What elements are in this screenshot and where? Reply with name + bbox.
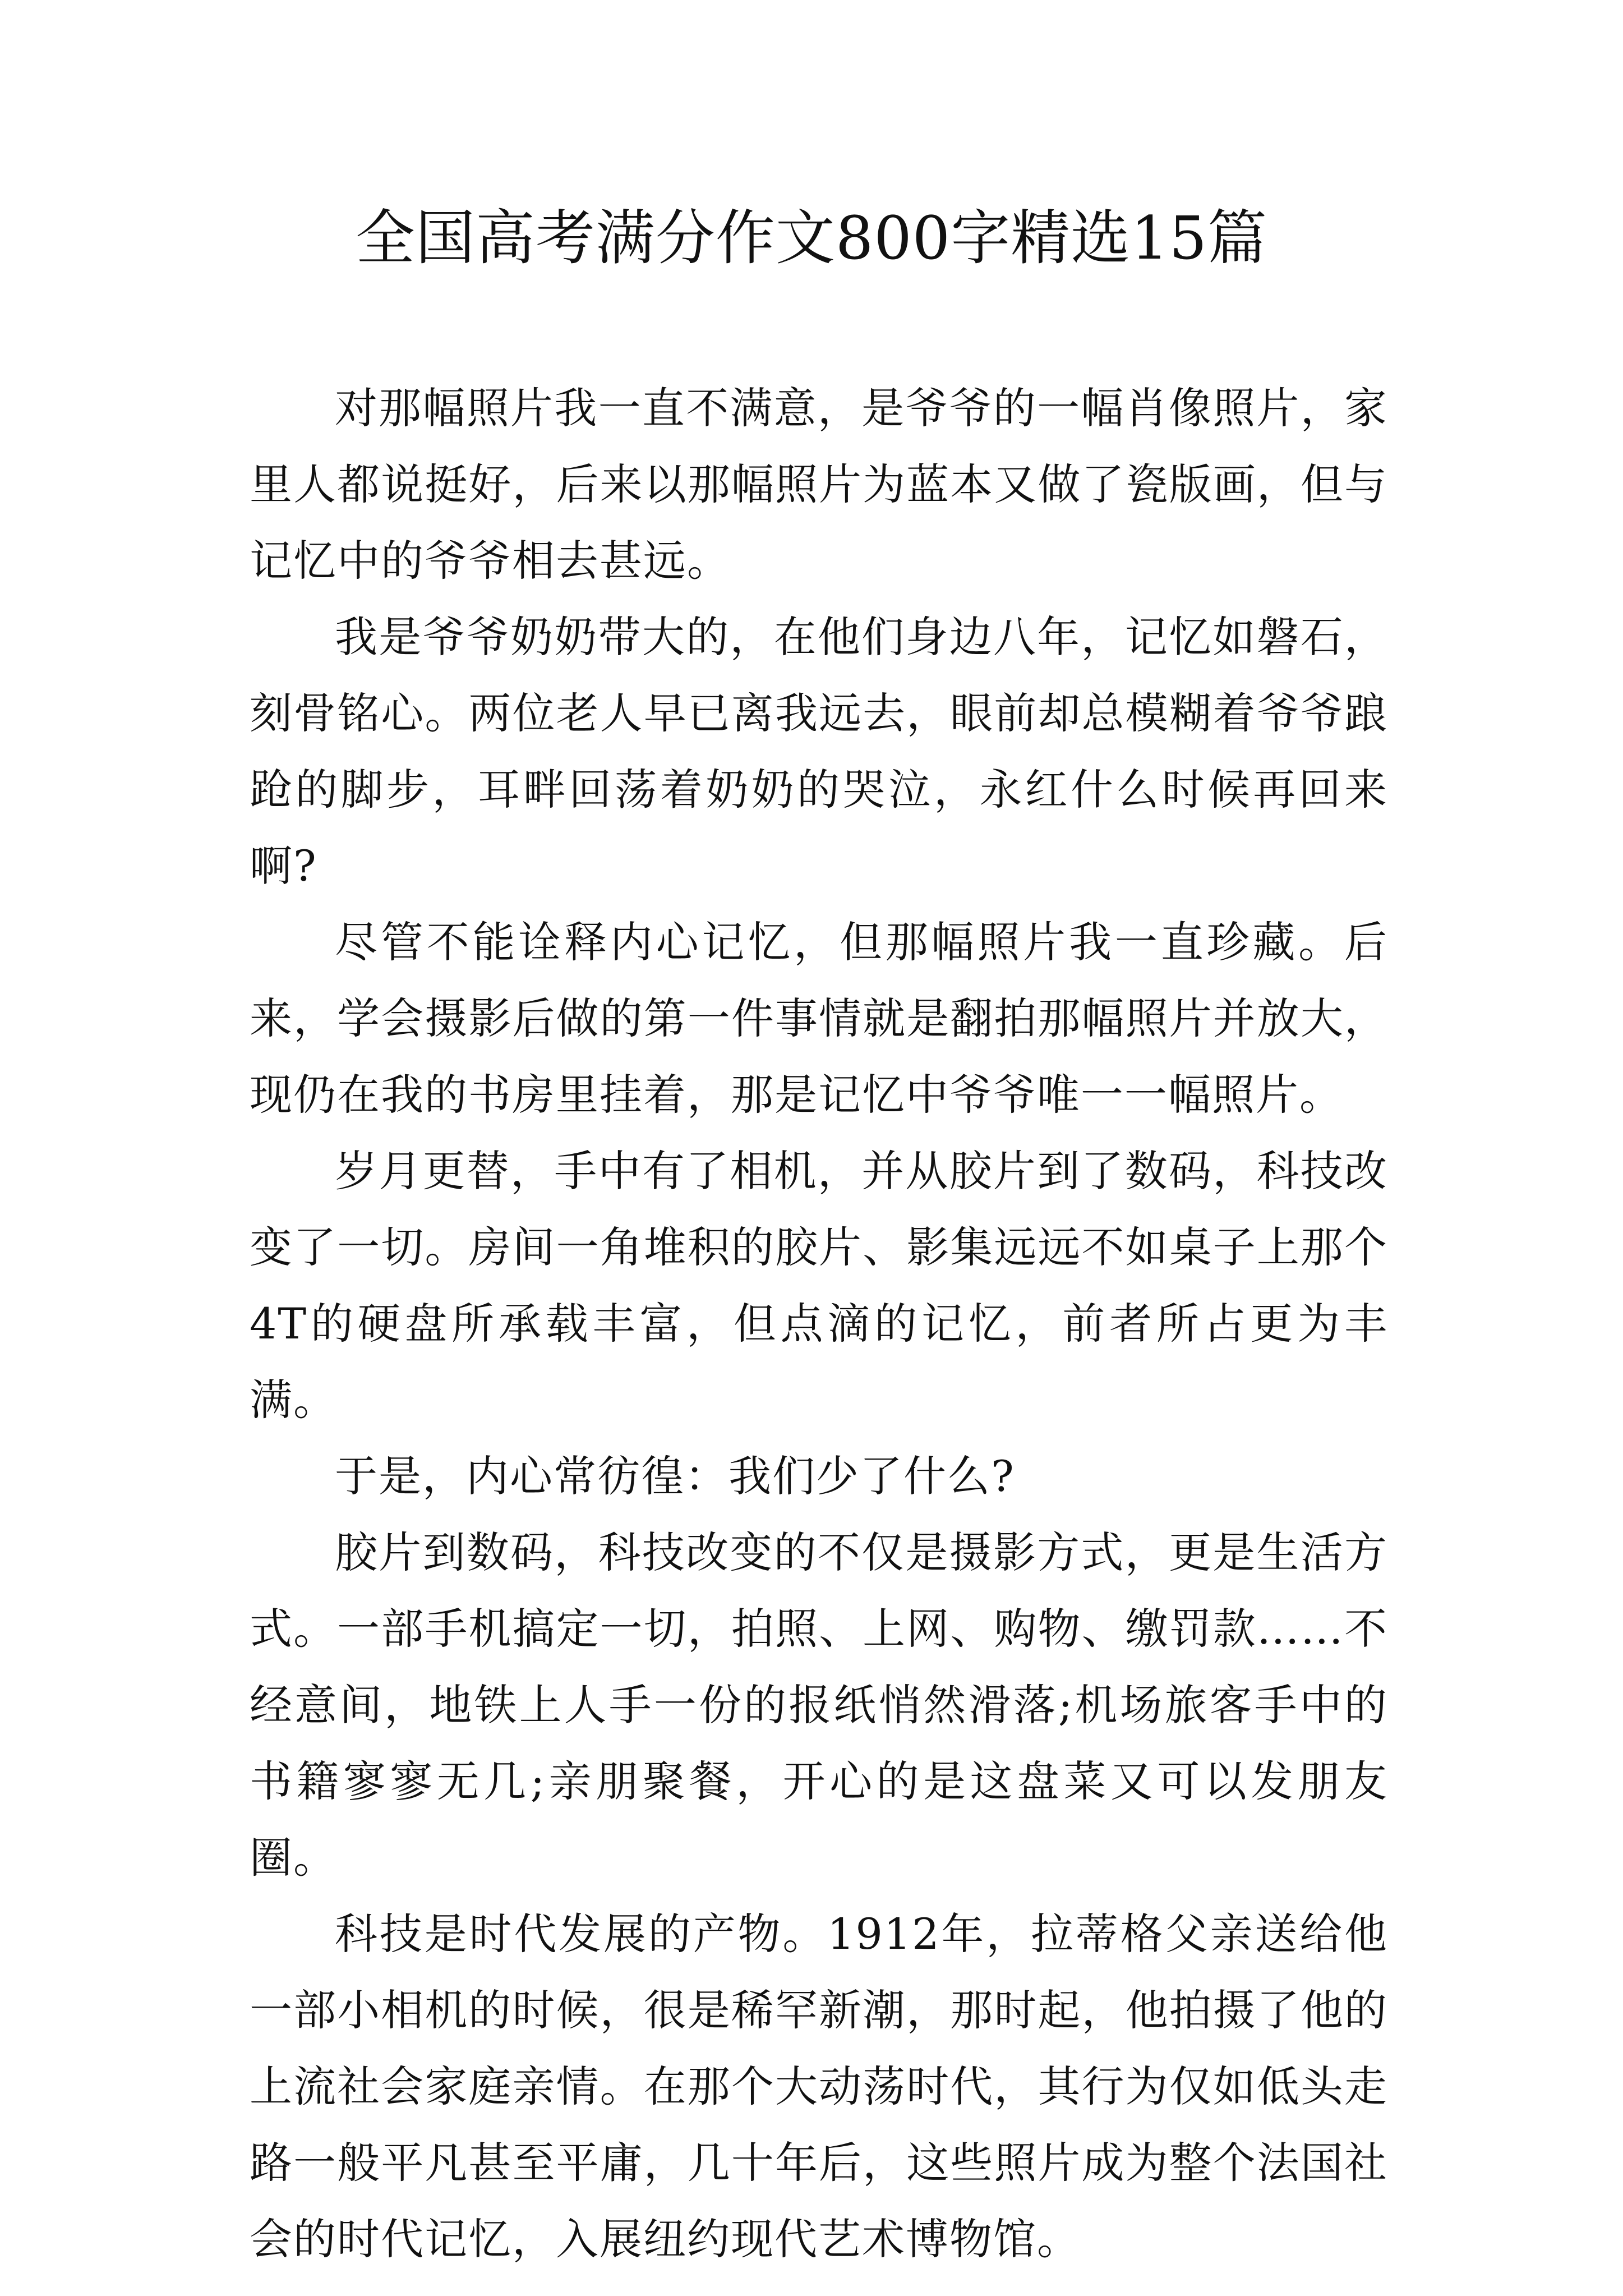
paragraph: 胶片到数码，科技改变的不仅是摄影方式，更是生活方式。一部手机搞定一切，拍照、上网、购物、缴罚款……不经意间，地铁上人手一份的报纸悄然滑落;机场旅客手中的书籍寥寥无几;亲朋聚餐，开心的是这盘菜又可以发朋友圈。	[250, 1527, 1388, 1883]
paragraph: 我是爷爷奶奶带大的，在他们身边八年，记忆如磐石，刻骨铭心。两位老人早已离我远去，眼前却总模糊着爷爷踉跄的脚步，耳畔回荡着奶奶的哭泣，永红什么时候再回来啊?	[250, 612, 1388, 891]
paragraph: 尽管不能诠释内心记忆，但那幅照片我一直珍藏。后来，学会摄影后做的第一件事情就是翻拍那幅照片并放大，现仍在我的书房里挂着，那是记忆中爷爷唯一一幅照片。	[250, 917, 1388, 1120]
document-title: 全国高考满分作文800字精选15篇	[355, 204, 1268, 273]
paragraph: 岁月更替，手中有了相机，并从胶片到了数码，科技改变了一切。房间一角堆积的胶片、影集远远不如桌子上那个4T的硬盘所承载丰富，但点滴的记忆，前者所占更为丰满。	[250, 1146, 1388, 1425]
document-body	[250, 370, 1388, 2277]
paragraph: 对那幅照片我一直不满意，是爷爷的一幅肖像照片，家里人都说挺好，后来以那幅照片为蓝本又做了瓷版画，但与记忆中的爷爷相去甚远。	[250, 383, 1388, 586]
paragraph: 科技是时代发展的产物。1912年，拉蒂格父亲送给他一部小相机的时候，很是稀罕新潮，那时起，他拍摄了他的上流社会家庭亲情。在那个大动荡时代，其行为仅如低头走路一般平凡甚至平庸，几十年后，这些照片成为整个法国社会的时代记忆，入展纽约现代艺术博物馆。	[250, 1909, 1388, 2264]
paragraph: 于是，内心常彷徨：我们少了什么?	[335, 1451, 1015, 1501]
